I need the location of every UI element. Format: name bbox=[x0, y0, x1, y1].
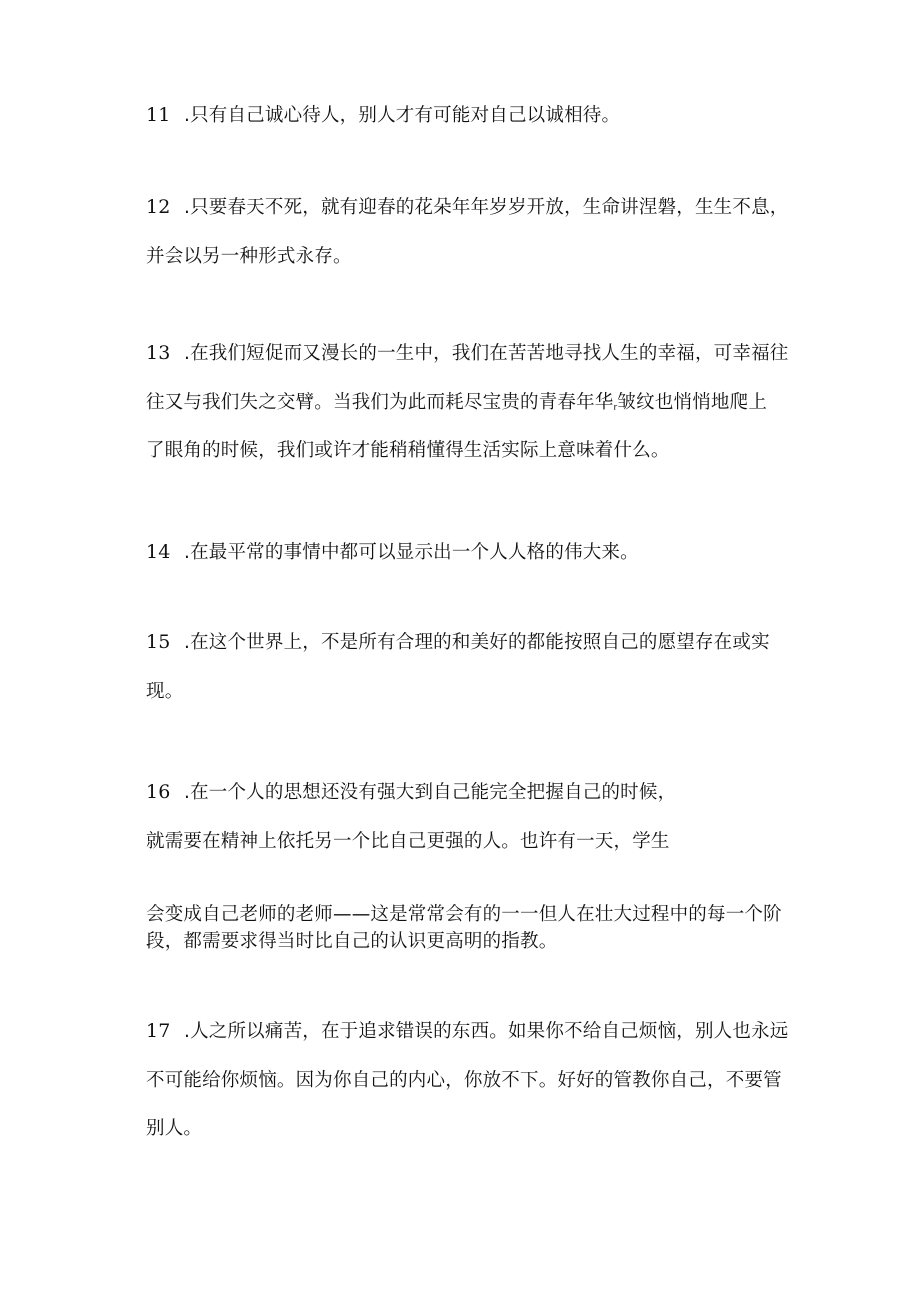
item-number: 15 bbox=[146, 631, 171, 653]
item-number: 13 bbox=[146, 342, 171, 364]
item-text: .只有自己诚心待人，别人才有可能对自己以诚相待。 bbox=[184, 105, 621, 126]
item-text: .在最平常的事情中都可以显示出一个人人格的伟大来。 bbox=[184, 542, 639, 563]
item-text: 不可能给你烦恼。因为你自己的内心，你放不下。好好的管教你自己，不要管 bbox=[146, 1070, 782, 1091]
item-15-line-1 bbox=[146, 630, 770, 655]
item-17-line-2 bbox=[146, 1069, 782, 1093]
item-16-line-4 bbox=[146, 930, 557, 954]
item-12-line-2 bbox=[146, 245, 352, 269]
item-text: 会变成自己老师的老师——这是常常会有的一一但人在壮大过程中的每一个阶 bbox=[146, 904, 782, 925]
item-11-line-1 bbox=[146, 103, 620, 128]
item-text: 段，都需要求得当时比自己的认识更高明的指教。 bbox=[146, 931, 558, 952]
item-16-line-1 bbox=[146, 780, 676, 805]
item-16-line-2 bbox=[146, 830, 670, 854]
item-15-line-2 bbox=[146, 680, 183, 704]
item-13-line-3 bbox=[146, 439, 670, 463]
sub-mark: r bbox=[613, 403, 618, 413]
item-text: .在这个世界上，不是所有合理的和美好的都能按照自己的愿望存在或实 bbox=[184, 632, 770, 653]
item-number: 12 bbox=[146, 196, 171, 218]
item-text: .人之所以痛苦，在于追求错误的东西。如果你不给自己烦恼，别人也永远 bbox=[184, 1021, 789, 1042]
item-17-line-1 bbox=[146, 1019, 788, 1044]
item-text: 别人。 bbox=[146, 1118, 203, 1139]
item-number: 17 bbox=[146, 1020, 171, 1042]
item-text: 皱纹也悄悄地爬上 bbox=[617, 392, 768, 413]
item-14-line-1 bbox=[146, 540, 639, 565]
item-text: 往又与我们失之交臂。当我们为此而耗尽宝贵的青春年华 bbox=[146, 392, 614, 413]
item-text: 并会以另一种形式永存。 bbox=[146, 246, 352, 267]
item-13-line-1 bbox=[146, 341, 788, 366]
item-text: 就需要在精神上依托另一个比自己更强的人。也许有一天，学生 bbox=[146, 831, 670, 852]
item-number: 14 bbox=[146, 541, 171, 563]
item-text: .在我们短促而又漫长的一生中，我们在苦苦地寻找人生的幸福，可幸福往 bbox=[184, 343, 789, 364]
item-13-line-2 bbox=[146, 391, 767, 420]
item-text: 现。 bbox=[146, 681, 184, 702]
item-16-line-3 bbox=[146, 903, 782, 927]
item-number: 16 bbox=[146, 781, 171, 803]
item-17-line-3 bbox=[146, 1117, 202, 1141]
item-text: 了眼角的时候，我们或许才能稍稍懂得生活实际上意味着什么。 bbox=[146, 440, 670, 461]
item-number: 11 bbox=[146, 104, 171, 126]
item-text: .在一个人的思想还没有强大到自己能完全把握自己的时候， bbox=[184, 782, 677, 803]
item-12-line-1 bbox=[146, 195, 788, 220]
item-text: .只要春天不死，就有迎春的花朵年年岁岁开放，生命讲涅磐，生生不息， bbox=[184, 197, 789, 218]
